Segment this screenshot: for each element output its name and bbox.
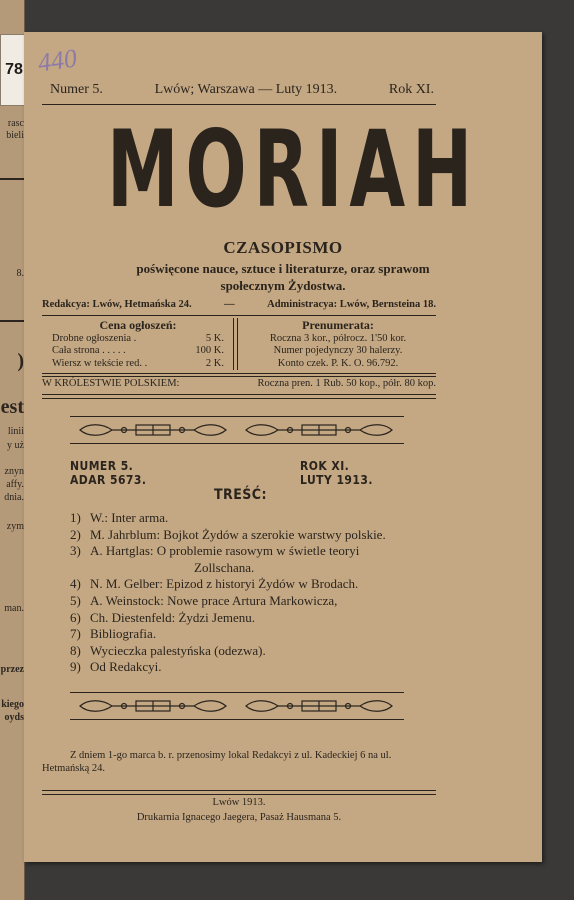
neighbor-fragment: man.: [4, 603, 24, 614]
issue-year: ROK XI.: [300, 459, 350, 473]
toc-item: 2) M. Jahrblum: Bojkot Żydów a szerokie warstwy polskie.: [70, 526, 386, 542]
neighbor-fragment: oyds: [4, 712, 24, 723]
neighbor-fragment: zym: [6, 521, 24, 532]
neighbor-fragment: rasc: [7, 118, 24, 129]
neighbor-fragment: bieli: [6, 130, 24, 141]
subscription-title: Prenumerata:: [302, 318, 374, 332]
info-rule: [42, 394, 436, 395]
footer-rule: [42, 790, 436, 791]
info-rule: [42, 376, 436, 377]
ornament-rule: [70, 719, 404, 720]
neighbor-rule: [0, 320, 24, 322]
administracya-address: Administracya: Lwów, Bernsteina 18.: [267, 299, 436, 310]
address-dash: —: [224, 299, 235, 310]
subscription-row: Konto czek. P. K. O. 96.792.: [277, 357, 399, 369]
neighbor-fragment: znyn: [4, 466, 24, 477]
kingdom-price: Roczna pren. 1 Rub. 50 kop., półr. 80 kop.: [257, 378, 436, 389]
header-place-date: Lwów; Warszawa — Luty 1913.: [154, 82, 338, 97]
info-rule: [42, 373, 436, 374]
toc-item-continuation: Zollschana.: [194, 559, 255, 575]
ornament-band: [78, 422, 228, 438]
subscription-row: Roczna 3 kor., półrocz. 1'50 kor.: [269, 332, 407, 344]
subscription-row: Numer pojedynczy 30 halerzy.: [273, 345, 403, 356]
neighbor-fragment: dnia.: [4, 492, 24, 503]
toc-item: 7) Bibliografia.: [70, 626, 157, 642]
ad-prices: [52, 319, 224, 370]
ornament-band: [244, 698, 394, 714]
addresses: [42, 299, 436, 310]
subtitle-description: [24, 260, 542, 294]
column-divider: [233, 318, 234, 370]
neighbor-fragment: przez: [0, 664, 24, 675]
issue-hebrew-date: ADAR 5673.: [70, 473, 147, 487]
toc-item: 5) A. Weinstock: Nowe prace Artura Markowicza,: [70, 592, 338, 608]
neighbor-fragment: 8.: [16, 268, 24, 279]
subtitle-title: CZASOPISMO: [223, 238, 343, 257]
relocation-notice: [42, 750, 436, 775]
ad-price-row: Wiersz w tekście red. . 2 K.: [52, 357, 224, 369]
kingdom-label: W KRÓLESTWIE POLSKIEM:: [42, 378, 180, 389]
toc-item: 8) Wycieczka palestyńska (odezwa).: [70, 642, 266, 658]
library-label: 78: [0, 34, 28, 106]
ad-prices-title: Cena ogłoszeń:: [99, 318, 177, 332]
handwritten-number: 440: [36, 43, 79, 78]
masthead-title: MORIAH: [106, 108, 480, 231]
toc-item: 6) Ch. Diestenfeld: Żydzi Jemenu.: [70, 609, 255, 625]
ornament-rule: [70, 692, 404, 693]
header-rule: [42, 104, 436, 105]
info-rule: [42, 398, 436, 399]
notice-text: Z dniem 1-go marca b. r. przenosimy lokal Redakcyi z ul. Kadeckiej 6 na ul. Hetmańską 24.: [42, 750, 392, 774]
ad-price-row: Cała strona . . . . . 100 K.: [52, 345, 224, 356]
neighbor-fragment: ): [17, 350, 24, 372]
magazine-cover: [24, 32, 542, 862]
neighbor-fragment: linii: [7, 426, 24, 437]
footer-printer: Drukarnia Ignacego Jaegera, Pasaż Hausmana 5.: [136, 812, 342, 823]
column-divider: [237, 318, 238, 370]
subtitle-line: społecznym Żydostwa.: [220, 278, 346, 293]
ornament-band: [78, 698, 228, 714]
toc-item: 4) N. M. Gelber: Epizod z historyi Żydów w Brodach.: [70, 576, 359, 592]
toc-item: 9) Od Redakcyi.: [70, 659, 162, 675]
subscription-prices: [246, 319, 430, 370]
ornament-rule: [70, 443, 404, 444]
issue-number: NUMER 5.: [70, 459, 134, 473]
neighbor-rule: [0, 178, 24, 180]
issue-header: [50, 82, 434, 98]
toc-item: 3) A. Hartglas: O problemie rasowym w świetle teoryi: [70, 543, 360, 559]
header-number: Numer 5.: [50, 82, 103, 97]
neighbor-fragment: y uż: [7, 440, 24, 451]
neighbor-fragment: kiego: [1, 699, 24, 710]
toc-item: 1) W.: Inter arma.: [70, 510, 169, 525]
table-of-contents: [70, 510, 450, 676]
neighbor-page-strip: [0, 0, 25, 900]
redakcya-address: Redakcya: Lwów, Hetmańska 24.: [42, 299, 192, 310]
neighbor-fragment: est: [0, 396, 24, 418]
ornament-rule: [70, 416, 404, 417]
issue-date: LUTY 1913.: [300, 473, 373, 487]
neighbor-fragment: affy.: [6, 479, 24, 490]
header-year: Rok XI.: [388, 82, 434, 97]
ornament-band: [244, 422, 394, 438]
info-rule: [42, 315, 436, 316]
footer-rule: [42, 794, 436, 795]
subtitle-line: poświęcone nauce, sztuce i literaturze, oraz sprawom: [136, 261, 430, 276]
contents-heading: TREŚĆ:: [214, 487, 267, 503]
footer-place: Lwów 1913.: [212, 797, 266, 808]
ad-price-row: Drobne ogłoszenia . 5 K.: [52, 332, 224, 344]
kingdom-subscription: [42, 378, 436, 389]
